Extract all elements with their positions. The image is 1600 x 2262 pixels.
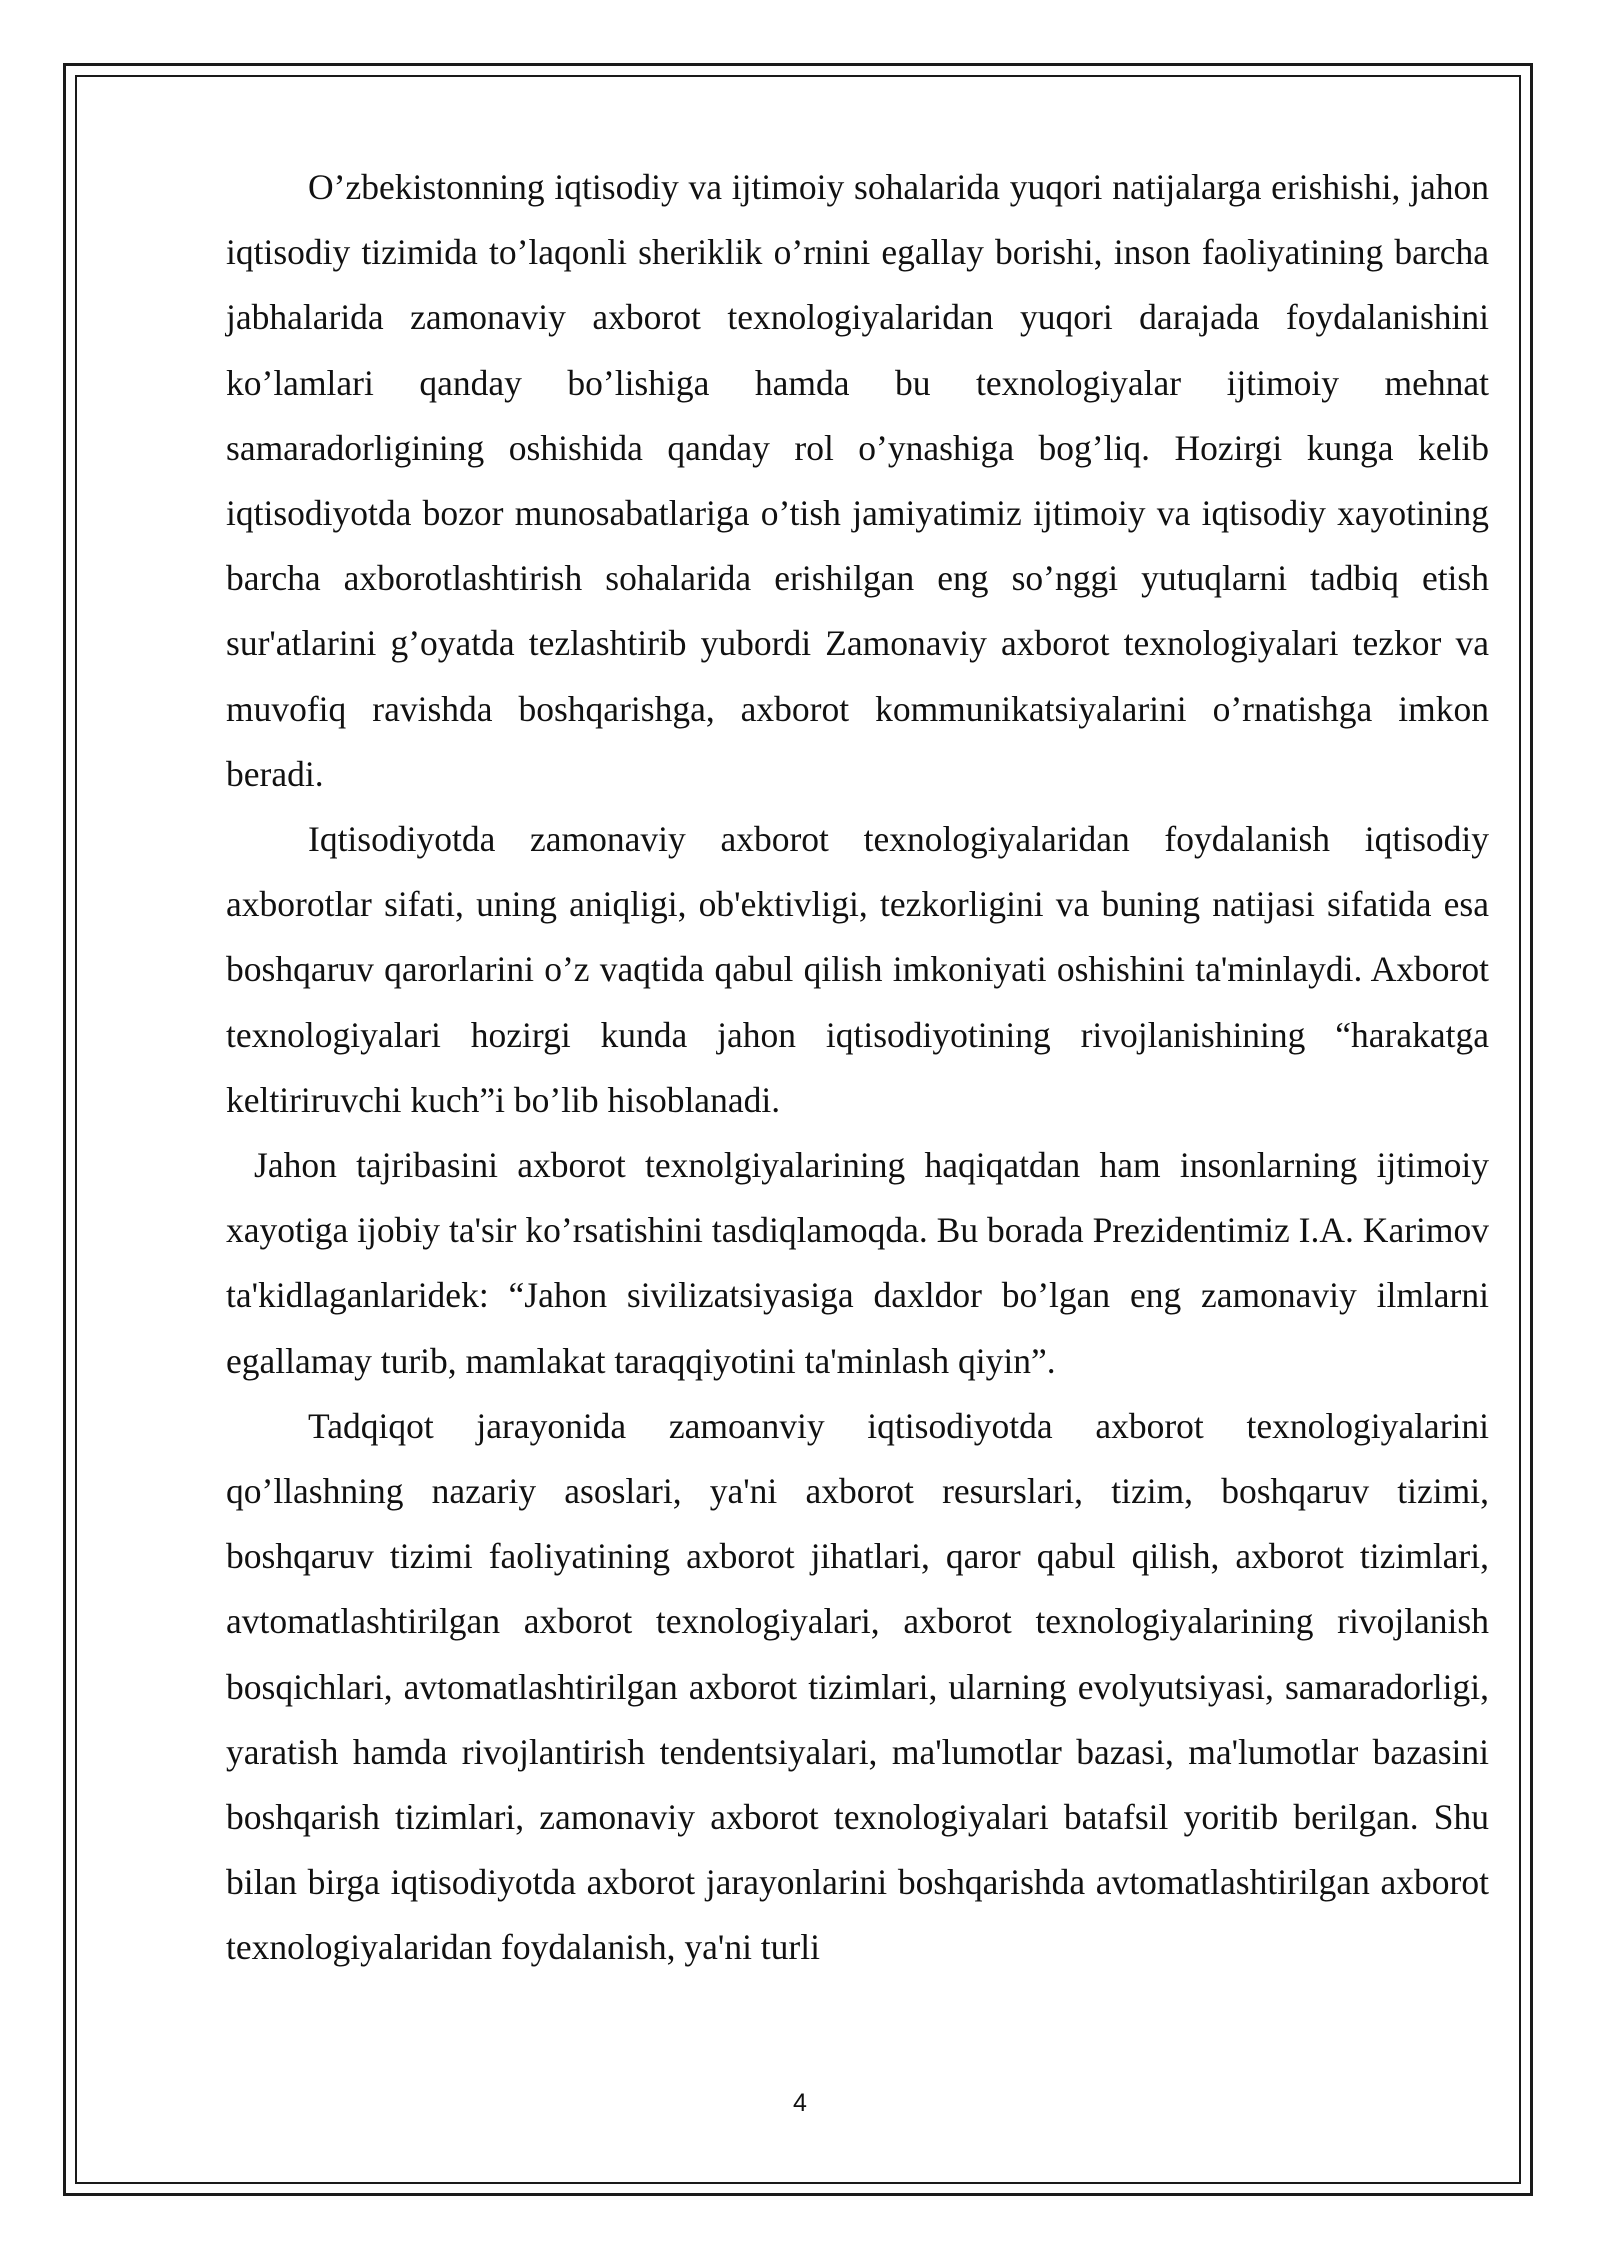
paragraph-2: Iqtisodiyotda zamonaviy axborot texnologiyalaridan foydalanish iqtisodiy axborotlar sifati, uning aniqligi, ob'ektivligi, tezkorligini va buning natijasi sifatida esa boshqaruv qarorlarini o’z vaqtida qabul qilish imkoniyati oshishini ta'minlaydi. Axborot texnologiyalari hozirgi kunda jahon iqtisodiyotining rivojlanishining “harakatga keltiriruvchi kuch”i bo’lib hisoblanadi. (226, 819, 1489, 1120)
paragraph-3: Jahon tajribasini axborot texnolgiyalarining haqiqatdan ham insonlarning ijtimoiy xayotiga ijobiy ta'sir ko’rsatishini tasdiqlamoqda. Bu borada Prezidentimiz I.A. Karimov ta'kidlaganlaridek: “Jahon sivilizatsiyasiga daxldor bo’lgan eng zamonaviy ilmlarni egallamay turib, mamlakat taraqqiyotini ta'minlash qiyin”. (226, 1145, 1489, 1381)
body-text (226, 155, 1489, 1981)
paragraph-4: Tadqiqot jarayonida zamoanviy iqtisodiyotda axborot texnologiyalarini qo’llashning nazariy asoslari, ya'ni axborot resurslari, tizim, boshqaruv tizimi, boshqaruv tizimi faoliyatining axborot jihatlari, qaror qabul qilish, axborot tizimlari, avtomatlashtirilgan axborot texnologiyalari, axborot texnologiyalarining rivojlanish bosqichlari, avtomatlashtirilgan axborot tizimlari, ularning evolyutsiyasi, samaradorligi, yaratish hamda rivojlantirish tendentsiyalari, ma'lumotlar bazasi, ma'lumotlar bazasini boshqarish tizimlari, zamonaviy axborot texnologiyalari batafsil yoritib berilgan. Shu bilan birga iqtisodiyotda axborot jarayonlarini boshqarishda avtomatlashtirilgan axborot texnologiyalaridan foydalanish, ya'ni turli (226, 1405, 1489, 1968)
page-number: 4 (793, 2089, 807, 2117)
paragraph-1: O’zbekistonning iqtisodiy va ijtimoiy sohalarida yuqori natijalarga erishishi, jahon iqtisodiy tizimida to’laqonli sheriklik o’rnini egallay borishi, inson faoliyatining barcha jabhalarida zamonaviy axborot texnologiyalaridan yuqori darajada foydalanishini ko’lamlari qanday bo’lishiga hamda bu texnologiyalar ijtimoiy mehnat samaradorligining oshishida qanday rol o’ynashiga bog’liq. Hozirgi kunga kelib iqtisodiyotda bozor munosabatlariga o’tish jamiyatimiz ijtimoiy va iqtisodiy xayotining barcha axborotlashtirish sohalarida erishilgan eng so’nggi yutuqlarni tadbiq etish sur'atlarini g’oyatda tezlashtirib yubordi Zamonaviy axborot texnologiyalari tezkor va muvofiq ravishda boshqarishga, axborot kommunikatsiyalarini o’rnatishga imkon beradi. (226, 167, 1489, 794)
